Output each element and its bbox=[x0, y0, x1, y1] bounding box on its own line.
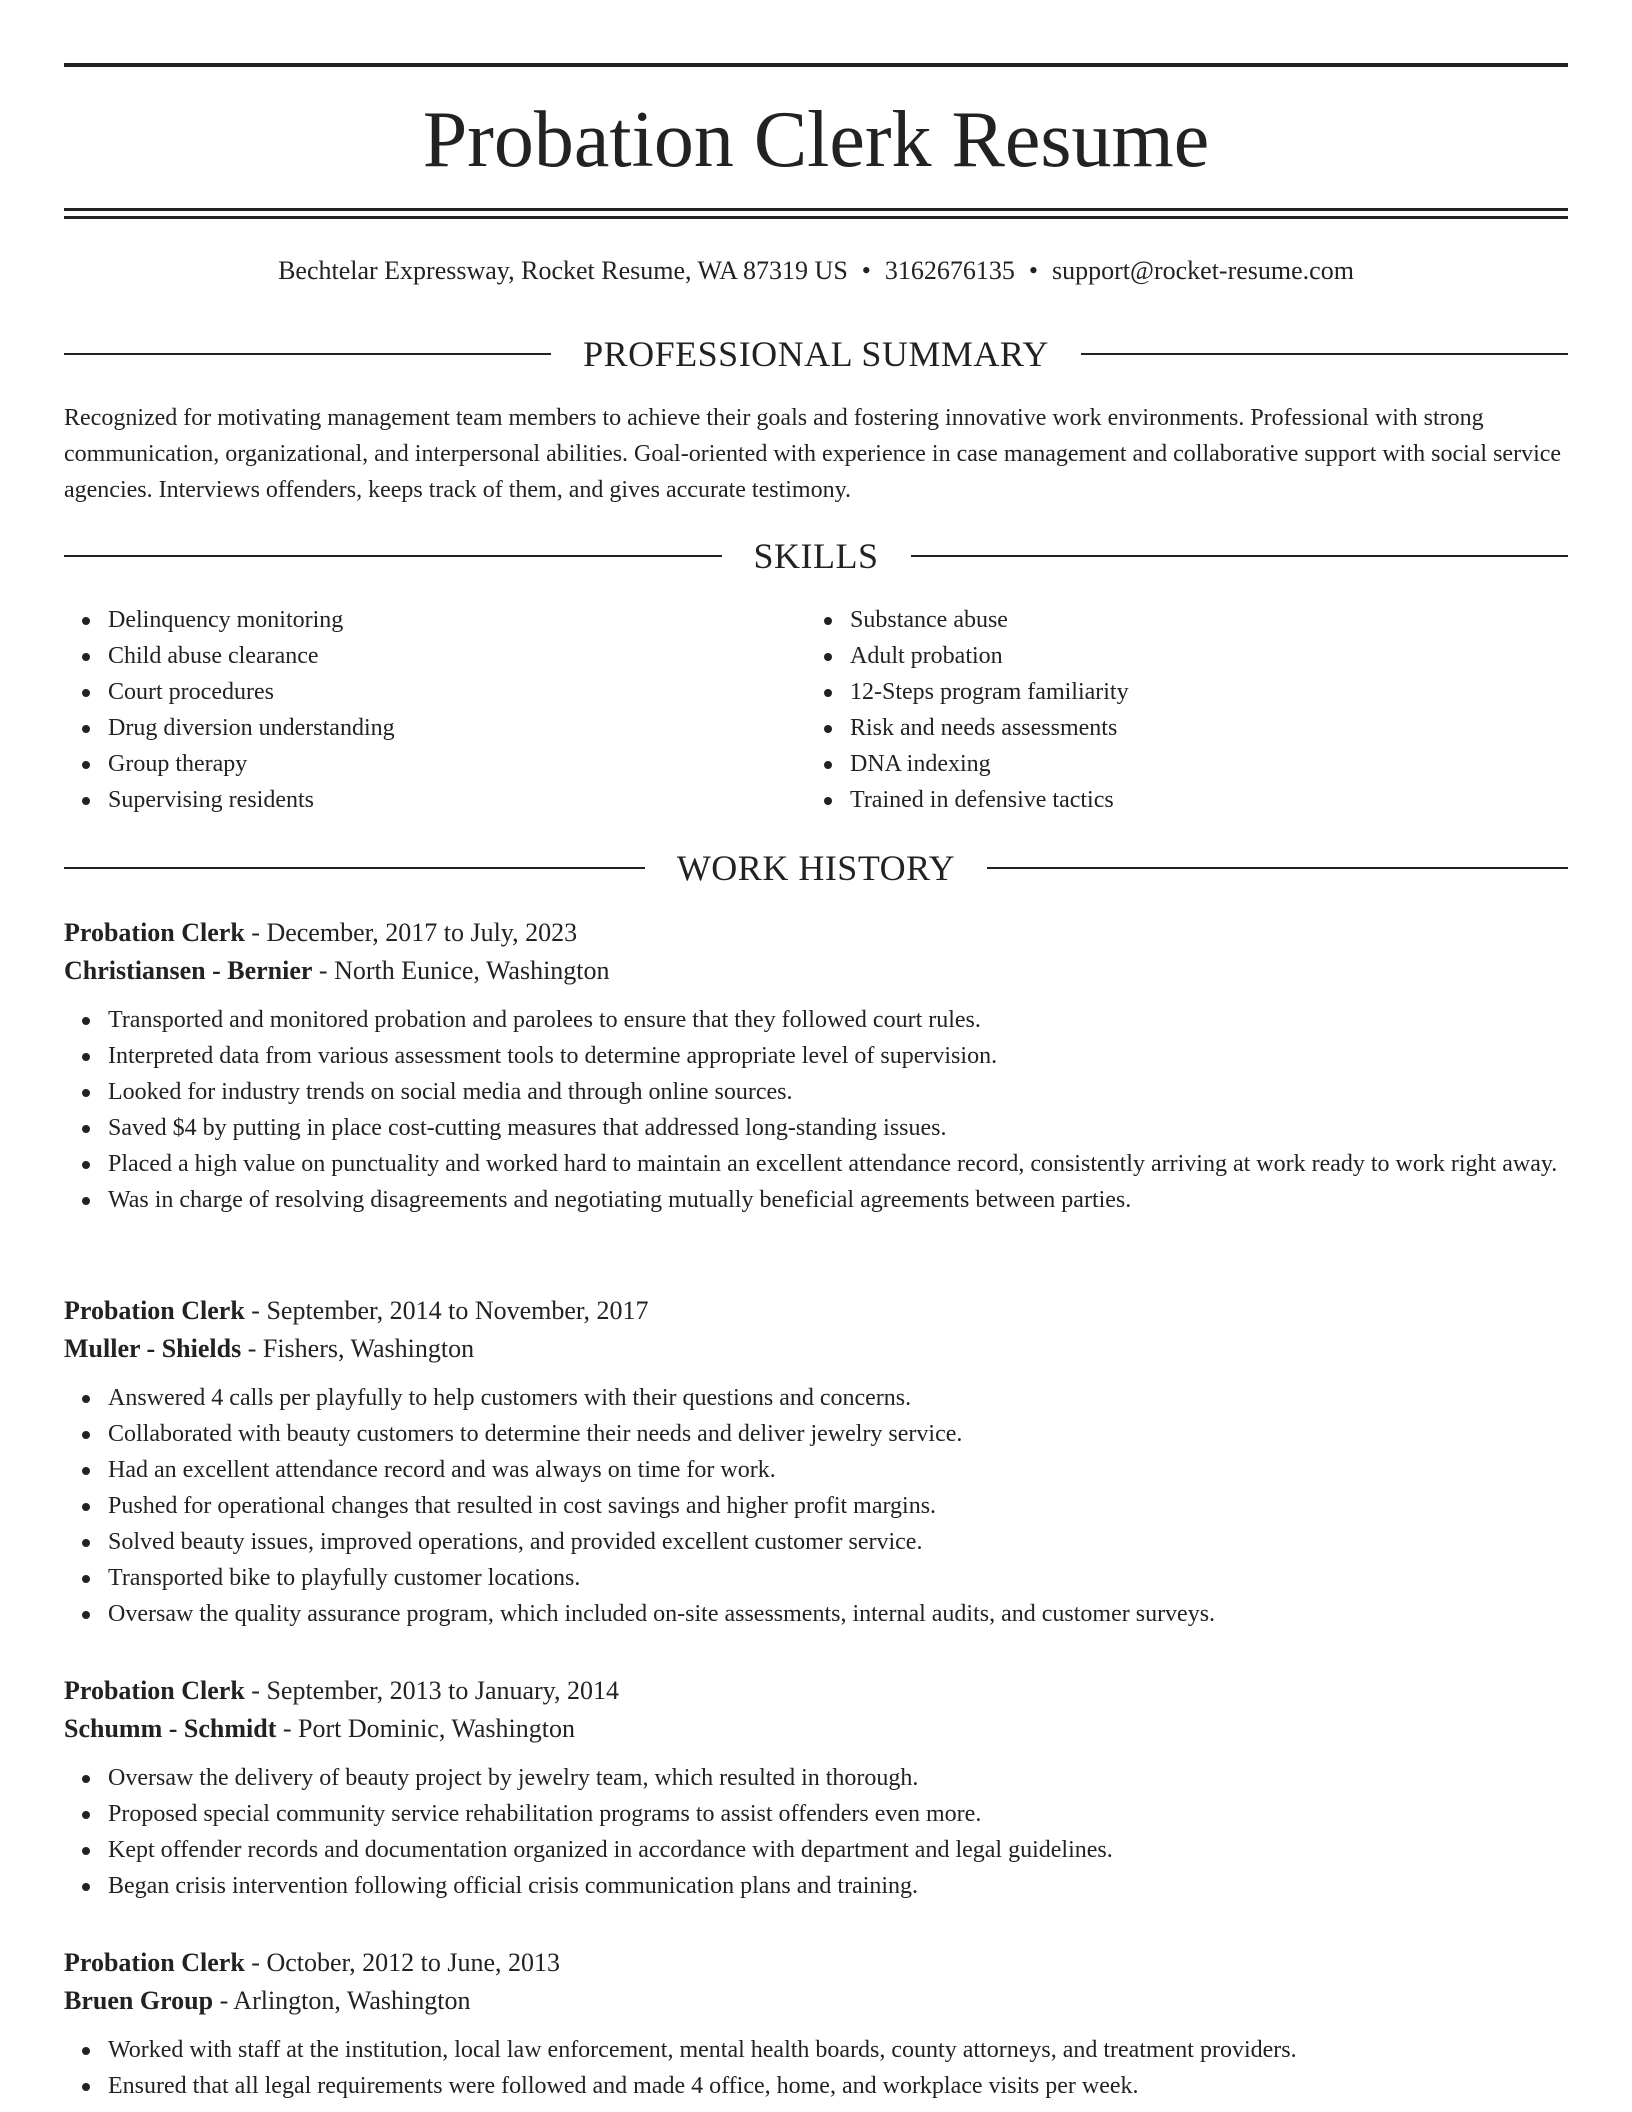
job-dates: - September, 2014 to November, 2017 bbox=[244, 1296, 649, 1325]
skill-item: DNA indexing bbox=[850, 746, 1550, 782]
job-bullets bbox=[64, 2032, 1568, 2104]
job-dates: - September, 2013 to January, 2014 bbox=[244, 1676, 619, 1705]
job-title-line bbox=[64, 914, 1568, 952]
list-item: Placed a high value on punctuality and worked hard to maintain an excellent attendance record, consistently arriving at work ready to work right away. bbox=[108, 1146, 1568, 1182]
heading-rule-left bbox=[64, 867, 645, 869]
skill-item: Drug diversion understanding bbox=[108, 710, 808, 746]
job-company: Bruen Group bbox=[64, 1986, 214, 2015]
skills-list-right bbox=[806, 602, 1550, 818]
heading-rule-left bbox=[64, 555, 722, 557]
section-heading-summary bbox=[64, 332, 1568, 376]
list-item: Ensured that all legal requirements were followed and made 4 office, home, and workplace visits per week. bbox=[108, 2068, 1568, 2104]
job-title: Probation Clerk bbox=[64, 918, 245, 947]
skill-item: Substance abuse bbox=[850, 602, 1550, 638]
job-title-line bbox=[64, 1292, 1568, 1330]
contact-email: support@rocket-resume.com bbox=[1052, 256, 1354, 285]
job-dates: - December, 2017 to July, 2023 bbox=[244, 918, 578, 947]
list-item: Collaborated with beauty customers to determine their needs and deliver jewelry service. bbox=[108, 1416, 1568, 1452]
heading-rule-right bbox=[987, 867, 1568, 869]
skills-list-left bbox=[64, 602, 808, 818]
job-location: - Fishers, Washington bbox=[241, 1334, 475, 1363]
job-bullets bbox=[64, 1002, 1568, 1218]
section-heading-label: SKILLS bbox=[753, 536, 879, 576]
skill-item: Group therapy bbox=[108, 746, 808, 782]
skill-item: Court procedures bbox=[108, 674, 808, 710]
page-title: Probation Clerk Resume bbox=[422, 96, 1210, 184]
job-employer-line bbox=[64, 1982, 1568, 2020]
job-title-line bbox=[64, 1944, 1568, 1982]
job-company: Muller - Shields bbox=[64, 1334, 242, 1363]
job-entry bbox=[64, 914, 1568, 1218]
heading-rule-right bbox=[1081, 353, 1568, 355]
skill-item: Supervising residents bbox=[108, 782, 808, 818]
contact-line bbox=[64, 254, 1568, 288]
list-item: Oversaw the quality assurance program, which included on-site assessments, internal audits, and customer surveys. bbox=[108, 1596, 1568, 1632]
job-dates: - October, 2012 to June, 2013 bbox=[244, 1948, 561, 1977]
list-item: Solved beauty issues, improved operations, and provided excellent customer service. bbox=[108, 1524, 1568, 1560]
contact-phone: 3162676135 bbox=[884, 256, 1015, 285]
list-item: Answered 4 calls per playfully to help customers with their questions and concerns. bbox=[108, 1380, 1568, 1416]
title-rule-lower bbox=[64, 216, 1568, 219]
job-location: - North Eunice, Washington bbox=[312, 956, 610, 985]
skill-item: 12-Steps program familiarity bbox=[850, 674, 1550, 710]
section-heading-work-history bbox=[64, 846, 1568, 890]
list-item: Transported bike to playfully customer locations. bbox=[108, 1560, 1568, 1596]
list-item: Had an excellent attendance record and was always on time for work. bbox=[108, 1452, 1568, 1488]
job-bullets bbox=[64, 1380, 1568, 1632]
contact-address: Bechtelar Expressway, Rocket Resume, WA 87319 US bbox=[278, 256, 848, 285]
skill-item: Delinquency monitoring bbox=[108, 602, 808, 638]
list-item: Saved $4 by putting in place cost-cutting measures that addressed long-standing issues. bbox=[108, 1110, 1568, 1146]
section-heading-skills bbox=[64, 534, 1568, 578]
list-item: Was in charge of resolving disagreements and negotiating mutually beneficial agreements between parties. bbox=[108, 1182, 1568, 1218]
top-rule bbox=[64, 63, 1568, 67]
job-employer-line bbox=[64, 1330, 1568, 1368]
list-item: Proposed special community service rehabilitation programs to assist offenders even more. bbox=[108, 1796, 1568, 1832]
list-item: Kept offender records and documentation organized in accordance with department and legal guidelines. bbox=[108, 1832, 1568, 1868]
list-item: Began crisis intervention following official crisis communication plans and training. bbox=[108, 1868, 1568, 1904]
list-item: Interpreted data from various assessment tools to determine appropriate level of supervision. bbox=[108, 1038, 1568, 1074]
skill-item: Trained in defensive tactics bbox=[850, 782, 1550, 818]
contact-separator: • bbox=[861, 256, 871, 285]
job-entry bbox=[64, 1292, 1568, 1632]
job-title: Probation Clerk bbox=[64, 1948, 245, 1977]
job-location: - Port Dominic, Washington bbox=[276, 1714, 575, 1743]
job-company: Schumm - Schmidt bbox=[64, 1714, 277, 1743]
heading-rule-left bbox=[64, 353, 551, 355]
section-heading-label: WORK HISTORY bbox=[676, 848, 956, 888]
job-entry bbox=[64, 1672, 1568, 1904]
job-title: Probation Clerk bbox=[64, 1296, 245, 1325]
heading-rule-right bbox=[911, 555, 1569, 557]
list-item: Worked with staff at the institution, local law enforcement, mental health boards, county attorneys, and treatment providers. bbox=[108, 2032, 1568, 2068]
summary-text: Recognized for motivating management team members to achieve their goals and fostering innovative work environments. Professional with strong communication, organizational, and interpersonal abilities. Goal-oriented with experience in case management and collaborative support with social service agencies. Interviews offenders, keeps track of them, and gives accurate testimony. bbox=[64, 405, 1562, 503]
job-location: - Arlington, Washington bbox=[213, 1986, 471, 2015]
job-company: Christiansen - Bernier bbox=[64, 956, 313, 985]
job-employer-line bbox=[64, 952, 1568, 990]
contact-separator: • bbox=[1028, 256, 1039, 285]
list-item: Pushed for operational changes that resulted in cost savings and higher profit margins. bbox=[108, 1488, 1568, 1524]
list-item: Looked for industry trends on social media and through online sources. bbox=[108, 1074, 1568, 1110]
job-employer-line bbox=[64, 1710, 1568, 1748]
skill-item: Child abuse clearance bbox=[108, 638, 808, 674]
skill-item: Adult probation bbox=[850, 638, 1550, 674]
job-bullets bbox=[64, 1760, 1568, 1904]
list-item: Transported and monitored probation and parolees to ensure that they followed court rules. bbox=[108, 1002, 1568, 1038]
job-title-line bbox=[64, 1672, 1568, 1710]
job-entry bbox=[64, 1944, 1568, 2104]
list-item: Oversaw the delivery of beauty project by jewelry team, which resulted in thorough. bbox=[108, 1760, 1568, 1796]
title-rule-upper bbox=[64, 208, 1568, 211]
skill-item: Risk and needs assessments bbox=[850, 710, 1550, 746]
job-title: Probation Clerk bbox=[64, 1676, 245, 1705]
section-heading-label: PROFESSIONAL SUMMARY bbox=[583, 334, 1049, 374]
